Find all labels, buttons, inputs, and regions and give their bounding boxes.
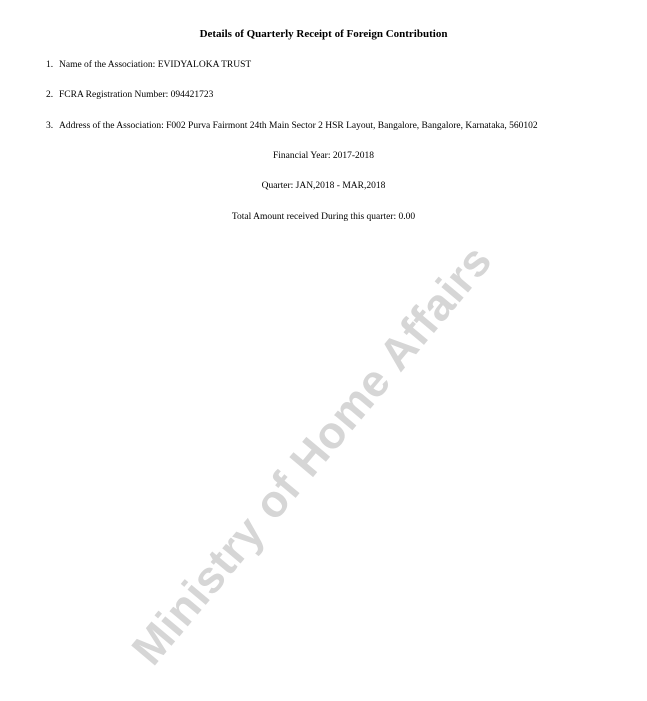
item-label: FCRA Registration Number: [59,90,169,100]
item-fcra-number [46,89,213,101]
financial-year: Financial Year: 2017-2018 [272,151,375,161]
address-value: F002 Purva Fairmont 24th Main Sector 2 HSR Layout, Bangalore, Bangalore, Karnataka, 560102 [166,121,538,131]
total-amount: Total Amount received During this quarter: 0.00 [231,212,416,222]
item-number: 3. [46,121,54,131]
document-title: Details of Quarterly Receipt of Foreign Contribution [199,28,448,40]
item-number: 2. [46,90,54,100]
item-address [46,120,538,132]
item-label: Name of the Association: [59,60,156,70]
association-name-value: EVIDYALOKA TRUST [157,60,252,70]
watermark: Ministry of Home Affairs [121,235,502,675]
quarter: Quarter: JAN,2018 - MAR,2018 [261,181,386,191]
item-label: Address of the Association: [59,121,164,131]
item-association-name [46,59,251,71]
fcra-number-value: 094421723 [170,90,214,100]
item-number: 1. [46,60,54,70]
